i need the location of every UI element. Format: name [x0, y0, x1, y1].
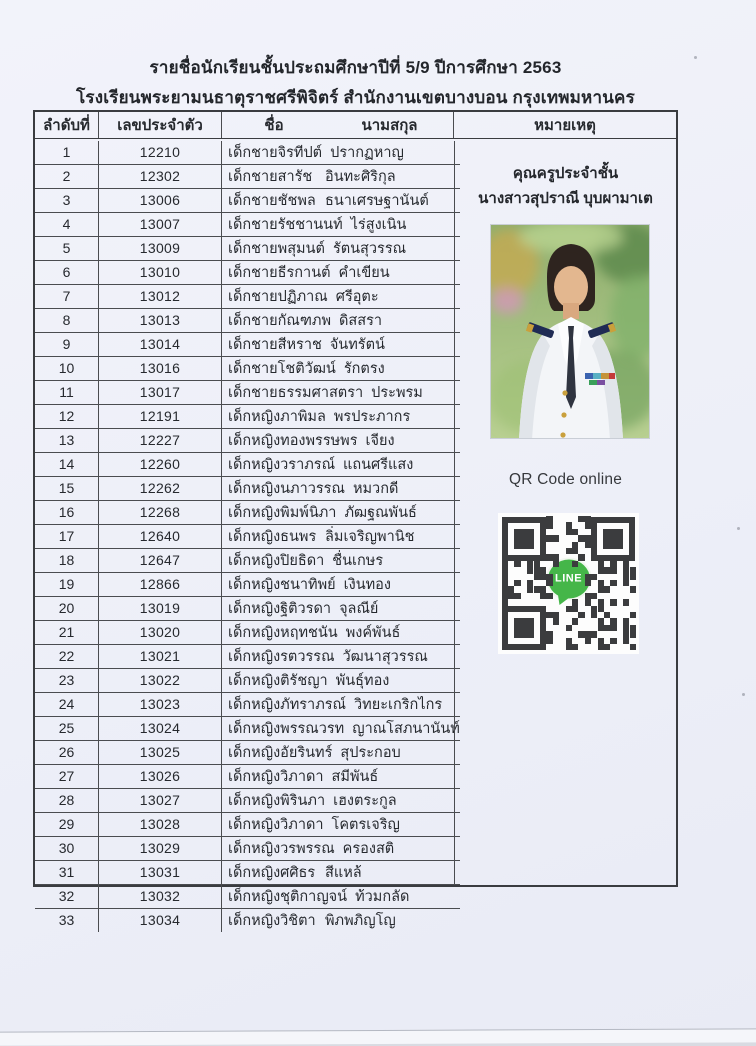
student-firstname: เด็กหญิงพิมพ์นิภา — [228, 504, 337, 521]
qr-code-label: QR Code online — [508, 470, 623, 488]
student-id: 13016 — [99, 357, 222, 380]
student-number: 11 — [35, 381, 99, 404]
homeroom-teacher-label: คุณครูประจำชั้น — [512, 164, 619, 182]
student-surname: แถนศรีแสง — [343, 456, 414, 473]
homeroom-teacher-name: นางสาวสุปราณี บุบผามาเต — [478, 189, 653, 207]
student-id: 13032 — [99, 885, 222, 908]
student-name-cell — [222, 693, 460, 716]
qr-finder-top-left — [502, 517, 546, 561]
student-name-cell — [222, 213, 460, 236]
student-firstname: เด็กหญิงศศิธร — [228, 864, 316, 881]
student-name-cell — [222, 501, 460, 524]
student-id: 13027 — [99, 789, 222, 812]
student-number: 21 — [35, 621, 99, 644]
table-row — [35, 525, 460, 549]
table-row — [35, 141, 460, 165]
student-name-cell — [222, 141, 460, 164]
student-firstname: เด็กหญิงอัยรินทร์ — [228, 744, 333, 761]
student-number: 19 — [35, 573, 99, 596]
student-number: 8 — [35, 309, 99, 332]
student-firstname: เด็กหญิงธนพร — [228, 528, 317, 545]
table-row — [35, 789, 460, 813]
student-name-cell — [222, 405, 460, 428]
student-id: 13013 — [99, 309, 222, 332]
student-id: 12227 — [99, 429, 222, 452]
student-number: 23 — [35, 669, 99, 692]
table-row — [35, 453, 460, 477]
student-number: 2 — [35, 165, 99, 188]
student-id: 13023 — [99, 693, 222, 716]
student-name-cell — [222, 765, 460, 788]
table-row — [35, 165, 460, 189]
student-id: 13021 — [99, 645, 222, 668]
student-surname: หมวกดี — [352, 480, 399, 497]
student-name-cell — [222, 261, 460, 284]
student-name-cell — [222, 357, 460, 380]
student-name-cell — [222, 165, 460, 188]
qr-finder-bottom-left — [502, 606, 546, 650]
student-name-cell — [222, 309, 460, 332]
student-rows — [35, 141, 460, 929]
student-name-cell — [222, 429, 460, 452]
line-qr-code — [498, 513, 639, 654]
table-row — [35, 285, 460, 309]
qr-finder-top-right — [591, 517, 635, 561]
student-surname: จุลณีย์ — [339, 600, 379, 617]
column-header-surname: นามสกุล — [361, 117, 418, 134]
student-firstname: เด็กชายธรรมศาสตรา — [228, 384, 364, 401]
student-number: 18 — [35, 549, 99, 572]
column-header-remarks: หมายเหตุ — [534, 117, 596, 134]
student-surname: ปรากฏหาญ — [330, 144, 404, 161]
student-id: 12302 — [99, 165, 222, 188]
student-surname: ลิ่มเจริญพานิช — [325, 528, 415, 545]
student-surname: เฮงตระกูล — [333, 792, 397, 809]
table-row — [35, 669, 460, 693]
student-name-cell — [222, 549, 460, 572]
student-number: 6 — [35, 261, 99, 284]
student-number: 7 — [35, 285, 99, 308]
column-header-name-group — [222, 112, 454, 138]
student-id: 13017 — [99, 381, 222, 404]
table-row — [35, 333, 460, 357]
student-firstname: เด็กชายชัชพล — [228, 192, 316, 209]
student-firstname: เด็กหญิงวราภรณ์ — [228, 456, 336, 473]
student-firstname: เด็กหญิงรตวรรณ — [228, 648, 335, 665]
table-row — [35, 885, 460, 909]
student-firstname: เด็กหญิงชนาทิพย์ — [228, 576, 336, 593]
student-surname: สุประกอบ — [340, 744, 401, 761]
student-surname: พิภพภิญโญ — [325, 912, 396, 929]
student-id: 13022 — [99, 669, 222, 692]
student-name-cell — [222, 477, 460, 500]
student-number: 29 — [35, 813, 99, 836]
teacher-portrait-illustration — [491, 225, 650, 439]
student-firstname: เด็กหญิงทองพรรษพร — [228, 432, 358, 449]
student-surname: ธนาเศรษฐานันต์ — [325, 192, 429, 209]
table-row — [35, 237, 460, 261]
student-id: 13029 — [99, 837, 222, 860]
student-firstname: เด็กชายปฏิภาณ — [228, 288, 328, 305]
student-firstname: เด็กชายกัณฑภพ — [228, 312, 332, 329]
student-name-cell — [222, 789, 460, 812]
student-number: 31 — [35, 861, 99, 884]
student-id: 12191 — [99, 405, 222, 428]
student-number: 14 — [35, 453, 99, 476]
scan-speck — [737, 527, 740, 530]
student-id: 13024 — [99, 717, 222, 740]
teacher-photo — [490, 224, 650, 439]
student-number: 28 — [35, 789, 99, 812]
student-number: 30 — [35, 837, 99, 860]
student-id: 13028 — [99, 813, 222, 836]
student-number: 16 — [35, 501, 99, 524]
student-surname: วิทยะเกริกไกร — [354, 696, 443, 713]
student-number: 24 — [35, 693, 99, 716]
student-id: 13006 — [99, 189, 222, 212]
student-table — [33, 110, 678, 929]
document-title: รายชื่อนักเรียนชั้นประถมศึกษาปีที่ 5/9 ปีการศึกษา 2563 — [149, 58, 562, 77]
student-surname: ญาณโสภนานันท์ — [352, 720, 460, 737]
table-row — [35, 381, 460, 405]
student-surname: รักตรง — [343, 360, 385, 377]
table-row — [35, 501, 460, 525]
student-firstname: เด็กชายสีหราช — [228, 336, 322, 353]
student-firstname: เด็กหญิงวิชิตา — [228, 912, 316, 929]
student-name-cell — [222, 909, 460, 932]
student-number: 1 — [35, 141, 99, 164]
student-name-cell — [222, 597, 460, 620]
student-name-cell — [222, 885, 460, 908]
table-row — [35, 357, 460, 381]
table-row — [35, 861, 460, 885]
student-number: 17 — [35, 525, 99, 548]
student-surname: ครองสติ — [342, 840, 395, 857]
student-firstname: เด็กชายธีรกานต์ — [228, 264, 331, 281]
student-number: 27 — [35, 765, 99, 788]
table-row — [35, 549, 460, 573]
table-row — [35, 213, 460, 237]
student-surname: สมีพันธ์ — [331, 768, 379, 785]
student-id: 12647 — [99, 549, 222, 572]
student-surname: เงินทอง — [343, 576, 391, 593]
student-number: 3 — [35, 189, 99, 212]
student-firstname: เด็กหญิงวิภาดา — [228, 768, 324, 785]
student-number: 12 — [35, 405, 99, 428]
student-number: 20 — [35, 597, 99, 620]
student-firstname: เด็กชายสารัช — [228, 168, 313, 185]
student-name-cell — [222, 189, 460, 212]
line-logo: LINE — [546, 557, 592, 600]
student-firstname: เด็กชายรัชชานนท์ — [228, 216, 343, 233]
student-surname: อินทะศิริกุล — [325, 168, 396, 185]
student-name-cell — [222, 741, 460, 764]
student-surname: รัตนสุวรรณ — [332, 240, 407, 257]
student-name-cell — [222, 525, 460, 548]
student-firstname: เด็กหญิงปิยธิดา — [228, 552, 325, 569]
student-surname: พันธุ์ทอง — [335, 672, 390, 689]
student-id: 12640 — [99, 525, 222, 548]
student-number: 26 — [35, 741, 99, 764]
student-id: 13034 — [99, 909, 222, 932]
school-name-line: โรงเรียนพระยามนธาตุราชศรีพิจิตร์ สำนักงานเขตบางบอน กรุงเทพมหานคร — [76, 88, 635, 107]
student-number: 32 — [35, 885, 99, 908]
student-surname: จันทรัตน์ — [329, 336, 385, 353]
table-row — [35, 717, 460, 741]
student-id: 12262 — [99, 477, 222, 500]
student-id: 13025 — [99, 741, 222, 764]
student-id: 12210 — [99, 141, 222, 164]
student-id: 12260 — [99, 453, 222, 476]
student-firstname: เด็กชายโชติวัฒน์ — [228, 360, 336, 377]
student-surname: พงค์พันธ์ — [345, 624, 401, 641]
column-header-number: ลำดับที่ — [35, 112, 99, 138]
student-name-cell — [222, 237, 460, 260]
student-id: 13020 — [99, 621, 222, 644]
student-name-cell — [222, 669, 460, 692]
table-row — [35, 741, 460, 765]
student-number: 15 — [35, 477, 99, 500]
student-firstname: เด็กชายพสุมนต์ — [228, 240, 325, 257]
student-surname: ดิสสรา — [339, 312, 383, 329]
student-number: 25 — [35, 717, 99, 740]
student-surname: ชื่นเกษร — [332, 552, 384, 569]
student-id: 13014 — [99, 333, 222, 356]
student-name-cell — [222, 717, 460, 740]
student-firstname: เด็กหญิงวิภาดา — [228, 816, 324, 833]
table-row — [35, 477, 460, 501]
student-firstname: เด็กหญิงหฤทชนัน — [228, 624, 338, 641]
table-row — [35, 765, 460, 789]
student-number: 33 — [35, 909, 99, 932]
student-surname: วัฒนาสุวรรณ — [342, 648, 428, 665]
student-surname: ประพรม — [371, 384, 423, 401]
student-firstname: เด็กหญิงพิรินภา — [228, 792, 326, 809]
student-id: 13007 — [99, 213, 222, 236]
column-header-firstname: ชื่อ — [264, 117, 284, 134]
student-firstname: เด็กหญิงพรรณวรท — [228, 720, 345, 737]
table-row — [35, 309, 460, 333]
student-id: 13026 — [99, 765, 222, 788]
table-row — [35, 429, 460, 453]
student-name-cell — [222, 573, 460, 596]
paper-bottom-edge — [0, 1028, 756, 1045]
student-number: 4 — [35, 213, 99, 236]
table-row — [35, 405, 460, 429]
student-name-cell — [222, 861, 460, 884]
table-row — [35, 597, 460, 621]
table-row — [35, 693, 460, 717]
student-surname: ศรีอุตะ — [335, 288, 379, 305]
student-number: 9 — [35, 333, 99, 356]
student-surname: โคตรเจริญ — [331, 816, 400, 833]
table-row — [35, 645, 460, 669]
student-name-cell — [222, 453, 460, 476]
student-number: 22 — [35, 645, 99, 668]
student-id: 12866 — [99, 573, 222, 596]
student-surname: สีแหล้ — [325, 864, 362, 881]
student-name-cell — [222, 333, 460, 356]
student-number: 5 — [35, 237, 99, 260]
student-firstname: เด็กหญิงนภาวรรณ — [228, 480, 345, 497]
table-header-row — [35, 112, 676, 139]
student-name-cell — [222, 285, 460, 308]
student-surname: พรประภากร — [333, 408, 411, 425]
student-surname: ภัฒฐณพันธ์ — [344, 504, 417, 521]
column-header-student-id: เลขประจำตัว — [99, 112, 222, 138]
student-firstname: เด็กหญิงชุติกาญจน์ — [228, 888, 348, 905]
table-row — [35, 813, 460, 837]
student-firstname: เด็กหญิงวรพรรณ — [228, 840, 335, 857]
student-name-cell — [222, 813, 460, 836]
student-id: 13031 — [99, 861, 222, 884]
table-row — [35, 261, 460, 285]
table-row — [35, 189, 460, 213]
student-name-cell — [222, 645, 460, 668]
student-id: 13019 — [99, 597, 222, 620]
student-firstname: เด็กหญิงภัทราภรณ์ — [228, 696, 346, 713]
remarks-cell — [454, 141, 676, 885]
table-row — [35, 573, 460, 597]
table-row — [35, 837, 460, 861]
table-row — [35, 909, 460, 932]
student-number: 13 — [35, 429, 99, 452]
student-firstname: เด็กชายจิรทีปต์ — [228, 144, 323, 161]
student-name-cell — [222, 621, 460, 644]
student-firstname: เด็กหญิงติรัชญา — [228, 672, 328, 689]
student-surname: ไร่สูงเนิน — [350, 216, 407, 233]
student-surname: เจียง — [365, 432, 395, 449]
table-row — [35, 621, 460, 645]
scan-speck — [742, 693, 745, 696]
student-id: 12268 — [99, 501, 222, 524]
student-surname: คำเขียน — [338, 264, 390, 281]
student-surname: ท้วมกลัด — [355, 888, 410, 905]
student-name-cell — [222, 381, 460, 404]
student-number: 10 — [35, 357, 99, 380]
student-id: 13012 — [99, 285, 222, 308]
student-id: 13009 — [99, 237, 222, 260]
student-name-cell — [222, 837, 460, 860]
scan-speck — [694, 56, 697, 59]
student-id: 13010 — [99, 261, 222, 284]
student-firstname: เด็กหญิงฐิติวรดา — [228, 600, 332, 617]
student-firstname: เด็กหญิงภาพิมล — [228, 408, 326, 425]
